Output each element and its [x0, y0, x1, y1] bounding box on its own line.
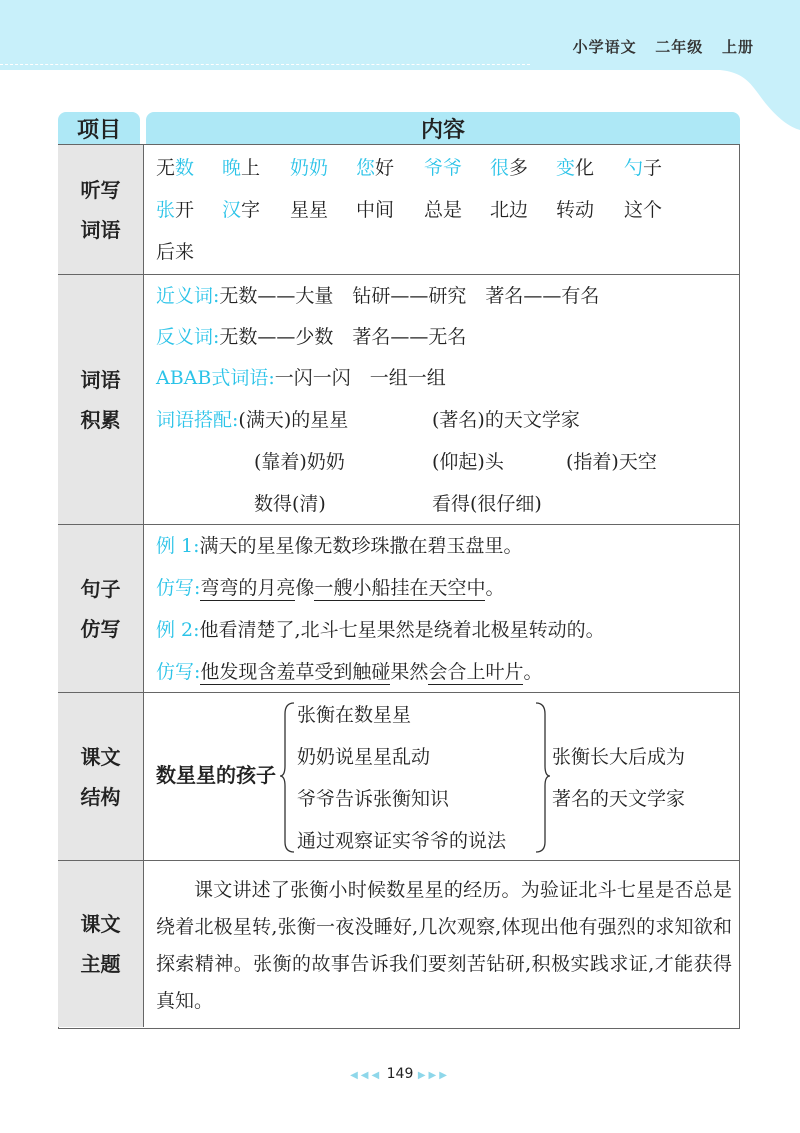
dictation-word: 星星 — [290, 199, 329, 221]
row-divider — [58, 692, 740, 693]
dictation-word: 转动 — [556, 199, 595, 221]
dictation-word: 这个 — [624, 199, 663, 221]
header-dashed-line — [0, 64, 530, 65]
page-header: 小学语文 二年级 上册 — [572, 38, 754, 56]
abab-line: ABAB式词语:一闪一闪 一组一组 — [156, 367, 446, 389]
structure-item: 爷爷告诉张衡知识 — [297, 788, 450, 810]
structure-item: 奶奶说星星乱动 — [297, 746, 431, 768]
match-item: 数得(清) — [254, 493, 326, 515]
dictation-word: 勺子 — [624, 157, 663, 179]
dictation-word: 变化 — [556, 157, 595, 179]
dictation-word: 后来 — [156, 241, 195, 263]
match-item: (仰起)头 — [432, 451, 504, 473]
page-number: 149 — [386, 1066, 414, 1082]
dictation-word: 张开 — [156, 199, 195, 221]
row-label-vocab: 词语 积累 — [58, 275, 144, 524]
structure-title: 数星星的孩子 — [156, 763, 276, 787]
match-item: (著名)的天文学家 — [432, 409, 580, 431]
dictation-word: 中间 — [356, 199, 395, 221]
column-header-item: 项目 — [58, 112, 140, 144]
match-item: (指着)天空 — [566, 451, 657, 473]
left-arrows-icon: ◀◀◀ — [350, 1070, 383, 1081]
structure-item: 通过观察证实爷爷的说法 — [297, 830, 507, 852]
row-label-structure: 课文 结构 — [58, 693, 144, 860]
dictation-word: 您好 — [356, 157, 395, 179]
structure-result: 著名的天文学家 — [552, 788, 686, 810]
match-item: (靠着)奶奶 — [254, 451, 345, 473]
antonym-line: 反义词:无数——少数 著名——无名 — [156, 326, 467, 348]
dictation-word: 总是 — [424, 199, 463, 221]
row-divider — [58, 860, 740, 861]
row-divider — [58, 524, 740, 525]
page-footer — [0, 1066, 800, 1082]
row-label-theme: 课文 主题 — [58, 861, 144, 1027]
row-divider — [58, 274, 740, 275]
dictation-word: 晚上 — [222, 157, 261, 179]
dictation-word: 北边 — [490, 199, 529, 221]
structure-result: 张衡长大后成为 — [552, 746, 686, 768]
row-label-imitation: 句子 仿写 — [58, 525, 144, 692]
match-line: 词语搭配:(满天)的星星 — [156, 409, 349, 431]
dictation-word: 汉字 — [222, 199, 261, 221]
imitation-2: 仿写:他发现含羞草受到触碰果然会合上叶片。 — [156, 661, 543, 683]
row-label-dictation: 听写 词语 — [58, 145, 144, 274]
example-2: 例 2:他看清楚了,北斗七星果然是绕着北极星转动的。 — [156, 619, 605, 641]
top-banner — [0, 0, 800, 130]
column-header-content: 内容 — [146, 112, 740, 144]
synonym-line: 近义词:无数——大量 钻研——研究 著名——有名 — [156, 285, 600, 307]
dictation-word: 无数 — [156, 157, 195, 179]
theme-paragraph: 课文讲述了张衡小时候数星星的经历。为验证北斗七星是否总是绕着北极星转,张衡一夜没睡好,几次观察,体现出他有强烈的求知欲和探索精神。张衡的故事告诉我们要刻苦钻研,积极实践求证,才能获得真知。 — [156, 879, 732, 1012]
right-arrows-icon: ▶▶▶ — [417, 1070, 450, 1081]
dictation-word: 奶奶 — [290, 157, 329, 179]
imitation-1: 仿写:弯弯的月亮像一艘小船挂在天空中。 — [156, 577, 505, 599]
match-item: 看得(很仔细) — [432, 493, 542, 515]
example-1: 例 1:满天的星星像无数珍珠撒在碧玉盘里。 — [156, 535, 523, 557]
dictation-word: 爷爷 — [424, 157, 463, 179]
structure-item: 张衡在数星星 — [297, 704, 412, 726]
dictation-word: 很多 — [490, 157, 529, 179]
